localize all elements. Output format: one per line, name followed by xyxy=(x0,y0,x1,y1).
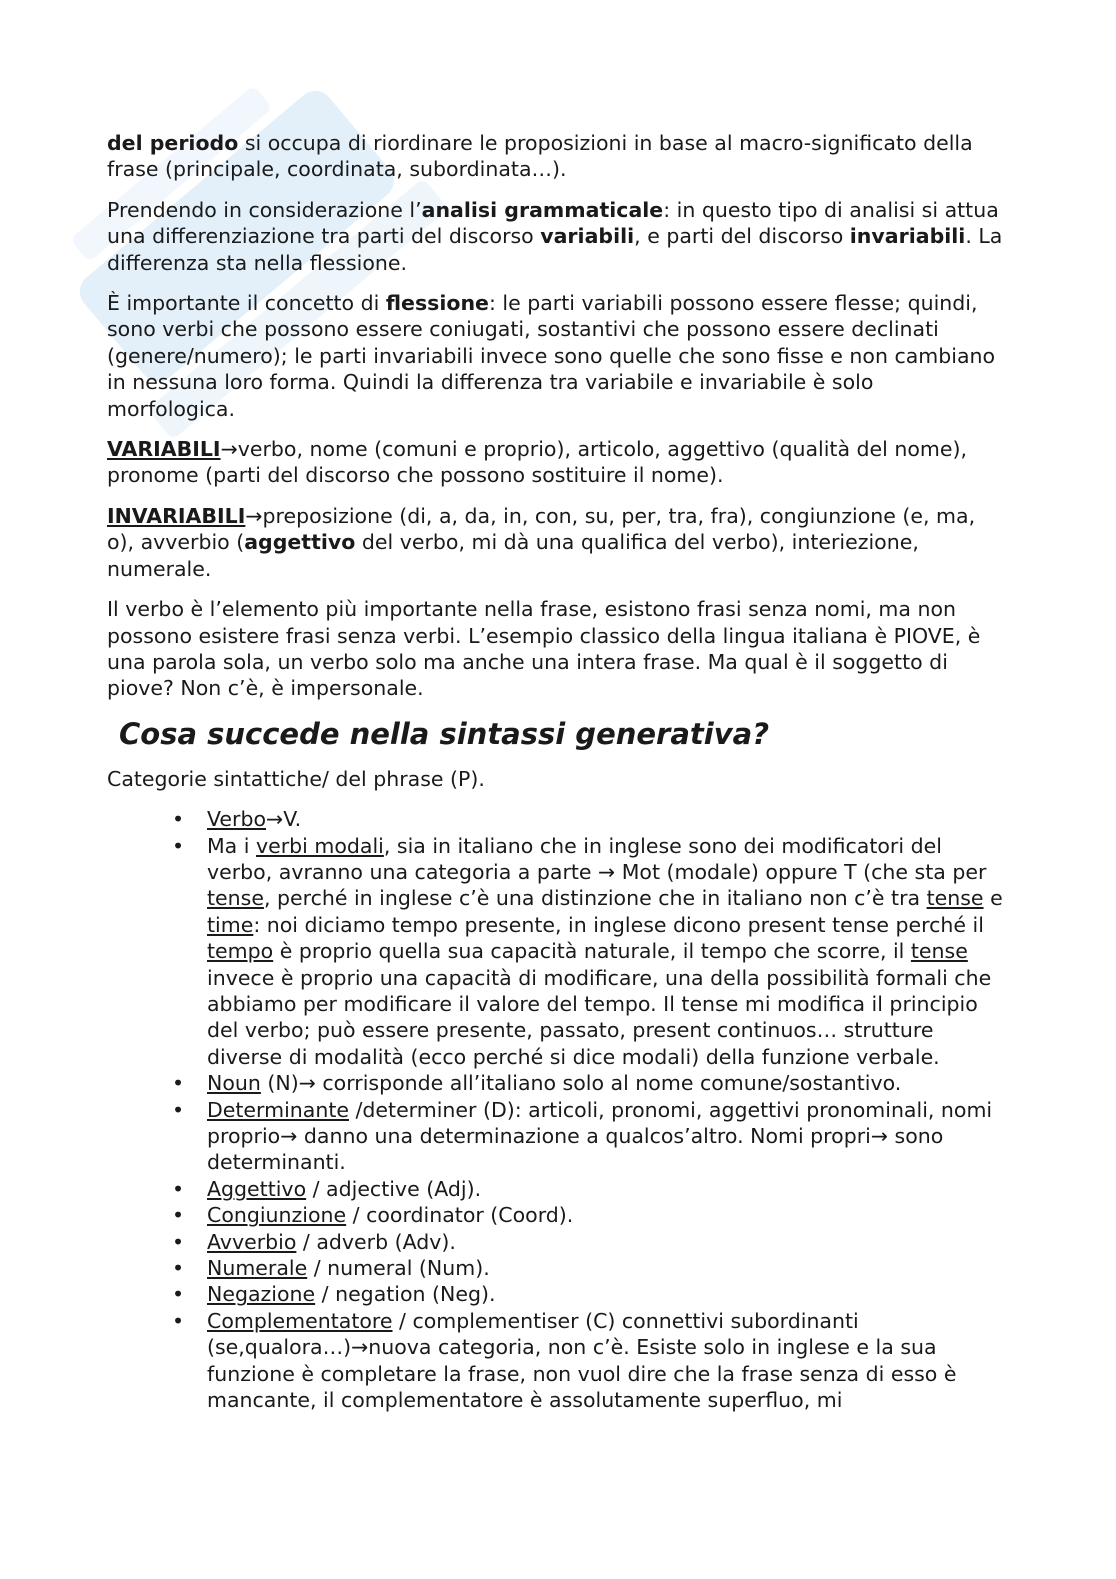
paragraph-analisi-grammaticale: Prendendo in considerazione l’analisi grammaticale: in questo tipo di analisi si attua una differenziazione tra parti del discorso variabili, e parti del discorso invariabili. La differenza sta nella flessione. xyxy=(107,197,1003,275)
list-item-verbo: • Verbo→V. xyxy=(172,807,302,832)
bullet-icon: • xyxy=(172,1229,185,1254)
bullet-icon: • xyxy=(172,1308,185,1333)
bullet-icon: • xyxy=(172,1071,185,1096)
list-item-congiunzione: • Congiunzione / coordinator (Coord). xyxy=(172,1203,574,1228)
paragraph-verbo: Il verbo è l’elemento più importante nella frase, esistono frasi senza nomi, ma non possono esistere frasi senza verbi. L’esempio classico della lingua italiana è PIOVE, è una parola sola, un verbo solo ma anche una intera frase. Ma qual è il soggetto di piove? Non c’è, è impersonale. xyxy=(107,597,981,701)
intro-text: Categorie sintattiche/ del phrase (P). xyxy=(107,766,485,791)
list-item-avverbio: • Avverbio / adverb (Adv). xyxy=(172,1229,456,1254)
bullet-icon: • xyxy=(172,833,185,858)
bullet-icon: • xyxy=(172,1203,185,1228)
bullet-icon: • xyxy=(172,1256,185,1281)
section-heading: Cosa succede nella sintassi generativa? xyxy=(119,716,770,751)
category-list xyxy=(107,806,1007,1413)
paragraph-periodo: del periodo si occupa di riordinare le proposizioni in base al macro-significato della frase (principale, coordinata, subordinata…). xyxy=(107,131,973,182)
paragraph-invariabili: INVARIABILI→preposizione (di, a, da, in, con, su, per, tra, fra), congiunzione (e, ma, o), avverbio (aggettivo del verbo, mi dà una qualifica del verbo), interiezione, numerale. xyxy=(107,503,976,581)
bullet-icon: • xyxy=(172,1282,185,1307)
list-item-noun: • Noun (N)→ corrisponde all’italiano solo al nome comune/sostantivo. xyxy=(172,1071,902,1096)
list-item-verbi-modali: • Ma i verbi modali, sia in italiano che in inglese sono dei modificatori del verbo, avranno una categoria a parte → Mot (modale) oppure T (che sta per tense, perché in inglese c’è una distinzione che in italiano non c’è tra tense e time: noi diciamo tempo presente, in inglese dicono present tense perché il tempo è proprio quella sua capacità naturale, il tempo che scorre, il tense invece è proprio una capacità di modificare, una della possibilità formali che abbiamo per modificare il valore del tempo. Il tense mi modifica il principio del verbo; può essere presente, passato, present continuos… strutture diverse di modalità (ecco perché si dice modali) della funzione verbale. xyxy=(172,833,1003,1069)
list-item-numerale: • Numerale / numeral (Num). xyxy=(172,1256,490,1281)
list-item-complementatore: • Complementatore / complementiser (C) connettivi subordinanti (se,qualora…)→nuova categoria, non c’è. Esiste solo in inglese e la sua funzione è completare la frase, non vuol dire che la frase senza di esso è mancante, il complementatore è assolutamente superfluo, mi xyxy=(172,1308,957,1413)
list-item-determinante: • Determinante /determiner (D): articoli, pronomi, aggettivi pronominali, nomi proprio→ danno una determinazione a qualcos’altro. Nomi propri→ sono determinanti. xyxy=(172,1097,993,1175)
list-item-aggettivo: • Aggettivo / adjective (Adj). xyxy=(172,1176,482,1201)
document-page xyxy=(107,130,1007,1413)
bullet-icon: • xyxy=(172,807,185,832)
bullet-icon: • xyxy=(172,1176,185,1201)
arrow-icon: → xyxy=(220,437,238,462)
paragraph-variabili: VARIABILI→verbo, nome (comuni e proprio), articolo, aggettivo (qualità del nome), pronome (parti del discorso che possono sostituire il nome). xyxy=(107,437,968,488)
paragraph-flessione: È importante il concetto di flessione: le parti variabili possono essere flesse; quindi, sono verbi che possono essere coniugati, sostantivi che possono essere declinati (genere/numero); le parti invariabili invece sono quelle che sono fisse e non cambiano in nessuna loro forma. Quindi la differenza tra variabile e invariabile è solo morfologica. xyxy=(107,291,996,421)
bullet-icon: • xyxy=(172,1097,185,1122)
arrow-icon: → xyxy=(245,503,263,528)
list-item-negazione: • Negazione / negation (Neg). xyxy=(172,1282,496,1307)
